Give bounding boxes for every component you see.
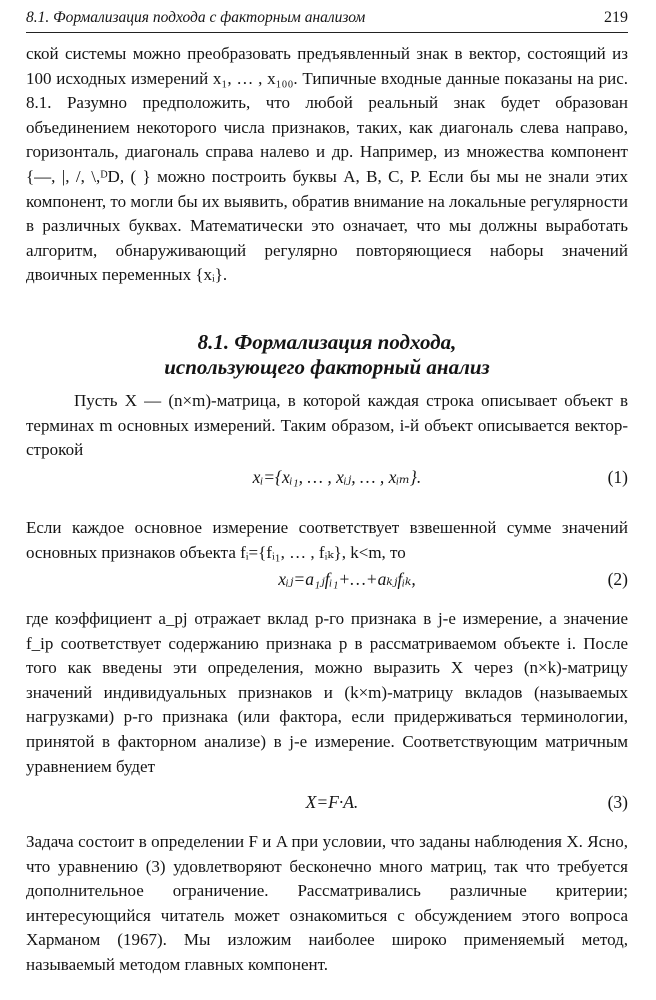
paragraph-task: Задача состоит в определении F и A при условии, что заданы наблюдения X. Ясно, что уравнению (3) удовлетворяют бесконечно много матриц, так что требуется дополнительное ограничение. Рассматривались различные критерии; интересующийся читатель может ознакомиться с обсуждением этого вопроса Харманом (1967). Мы изложим наиболее широко применяемый метод, называемый методом главных компонент. <box>26 832 628 974</box>
equation-3-number: (3) <box>607 792 628 812</box>
equation-2-body: xᵢⱼ=a₁ⱼfᵢ₁+…+aₖⱼfᵢₖ, <box>278 569 416 589</box>
paragraph-definition: Пусть X — (n×m)-матрица, в которой каждая строка описывает объект в терминах m основных измерений. Таким образом, i-й объект описывается вектор-строкой <box>26 391 628 460</box>
equation-3-body: X=F·A. <box>305 792 359 812</box>
equation-2-number: (2) <box>607 569 628 589</box>
paragraph-intro: ской системы можно преобразовать предъявленный знак в вектор, состоящий из 100 исходных измерений x₁, … , x₁₀₀. Типичные входные данные показаны на рис. 8.1. Разумно предположить, что любой реальный знак будет образован объединением некоторого числа признаков, таких, как диагональ слева направо, горизонталь, диагональ справа налево и др. Например, из множества компонент {—, |, /, \,ᴰD, ( } можно построить буквы А, В, С, Р. Если бы мы не знали этих компонент, то могли бы их выявить, обратив внимание на локальные регулярности в различных буквах. Математически это означает, что мы должны выработать алгоритм, обнаруживающий регулярно повторяющиеся наборы значений двоичных переменных {xᵢ}. <box>26 44 628 285</box>
equation-1-number: (1) <box>607 467 628 487</box>
page-number: 219 <box>604 9 628 26</box>
running-header <box>26 6 628 30</box>
equation-3 <box>26 789 628 815</box>
running-title: 8.1. Формализация подхода с факторным анализом <box>26 9 366 26</box>
section-heading: 8.1. Формализация подхода, использующего факторный анализ <box>164 330 490 379</box>
equation-1-body: xᵢ={xᵢ₁, … , xᵢⱼ, … , xᵢₘ}. <box>252 467 422 487</box>
equation-1 <box>26 464 628 490</box>
paragraph-coefficients: где коэффициент a_pj отражает вклад p-го признака в j-е измерение, а значение f_ip соответствует содержанию признака p в рассматриваемом объекте i. После того как введены эти определения, можно выразить X через (n×k)-матрицу значений индивидуальных признаков и (k×m)-матрицу вкладов (называемых нагрузками) p-го признака (или фактора, если придерживаться терминологии, принятой в факторном анализе) в j-е измерение. Соответствующим матричным уравнением будет <box>26 609 628 776</box>
paragraph-weighted-sum: Если каждое основное измерение соответствует взвешенной сумме значений основных признаков объекта fᵢ={fᵢ₁, … , fᵢₖ}, k<m, то <box>26 518 628 562</box>
header-rule <box>26 32 628 33</box>
equation-2 <box>26 566 628 592</box>
